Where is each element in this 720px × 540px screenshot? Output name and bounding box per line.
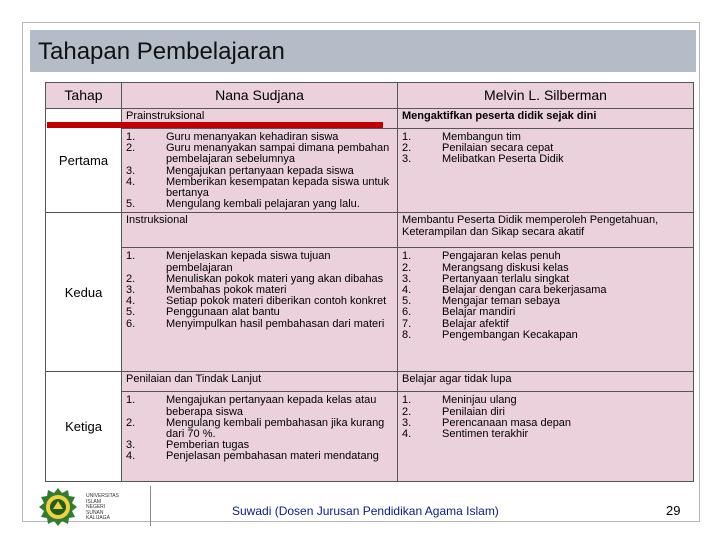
item-number: 1.: [126, 394, 136, 407]
nana-stage-label: Penilaian dan Tindak Lanjut: [122, 372, 398, 392]
item-text: Menjelaskan kepada siswa tujuan pembelajaran: [166, 250, 331, 274]
list-item: [126, 395, 393, 417]
item-text: Penilaian diri: [442, 405, 505, 418]
item-text: Merangsang diskusi kelas: [442, 261, 569, 274]
list-item: [402, 395, 689, 406]
item-text: Membahas pokok materi: [166, 284, 287, 297]
item-text: Sentimen terakhir: [442, 428, 529, 441]
header-row: [46, 83, 694, 109]
item-number: 3.: [126, 439, 136, 452]
item-number: 4.: [126, 450, 136, 463]
item-text: Guru menanyakan sampai dimana pembahan pembelajaran sebelumnya: [166, 142, 390, 166]
item-number: 2.: [126, 416, 136, 429]
university-logo-icon: [38, 487, 78, 527]
list-item: [126, 199, 393, 210]
list-item: [126, 143, 393, 165]
item-text: Perencanaan masa depan: [442, 416, 572, 429]
accent-line: [47, 122, 383, 128]
stages-table: [45, 82, 694, 482]
silberman-stage-label: Belajar agar tidak lupa: [398, 372, 694, 392]
item-text: Meninjau ulang: [442, 394, 517, 407]
item-number: 5.: [126, 306, 136, 319]
silberman-items-cell: [398, 129, 694, 213]
item-number: 4.: [126, 295, 136, 308]
item-number: 3.: [402, 416, 412, 429]
item-text: Pengajaran kelas penuh: [442, 250, 561, 263]
nana-stage-label: Instruksional: [122, 213, 398, 248]
stage-name: Pertama: [46, 109, 122, 213]
stage-label-row: [46, 372, 694, 392]
item-text: Membangun tim: [442, 131, 521, 143]
list-item: [126, 451, 393, 462]
slide-title: Tahapan Pembelajaran: [38, 38, 285, 65]
stage-name: Kedua: [46, 213, 122, 372]
list-item: [126, 307, 393, 318]
title-bar: [30, 30, 696, 72]
stage-name: Ketiga: [46, 372, 122, 482]
item-number: 3.: [126, 164, 136, 177]
logo-caption: UNIVERSITAS ISLAM NEGERI SUNAN KALIJAGA: [86, 493, 119, 521]
list-item: [126, 177, 393, 199]
item-number: 4.: [126, 175, 136, 188]
item-text: Mengulang kembali pembahasan jika kurang dari 70 %.: [166, 416, 385, 441]
item-number: 2.: [402, 261, 412, 274]
item-text: Setiap pokok materi diberikan contoh konkret: [166, 295, 387, 308]
list-item: [402, 429, 689, 440]
item-text: Mengajukan pertanyaan kepada kelas atau beberapa siswa: [166, 394, 377, 418]
footer-text: Suwadi (Dosen Jurusan Pendidikan Agama Islam): [232, 504, 499, 518]
item-number: 3.: [126, 284, 136, 297]
nana-stage-label: Prainstruksional: [122, 109, 398, 129]
header-nana-sudjana: Nana Sudjana: [122, 83, 398, 109]
silberman-stage-label: Mengaktifkan peserta didik sejak dini: [398, 109, 694, 129]
silberman-items-cell: [398, 392, 694, 482]
item-number: 1.: [126, 131, 136, 143]
item-text: Belajar mandiri: [442, 306, 516, 319]
list-item: [402, 154, 689, 165]
item-number: 7.: [402, 317, 412, 330]
page-number: 29: [666, 503, 681, 518]
item-text: Pengembangan Kecakapan: [442, 328, 578, 341]
list-item: [402, 251, 689, 262]
item-text: Mengajar teman sebaya: [442, 295, 561, 308]
stage-items-row: [46, 248, 694, 372]
item-number: 2.: [402, 142, 412, 155]
list-item: [402, 307, 689, 318]
item-text: Penilaian secara cepat: [442, 142, 554, 155]
item-text: Menyimpulkan hasil pembahasan dari materi: [166, 317, 385, 330]
item-number: 1.: [402, 131, 412, 143]
list-item: [126, 251, 393, 273]
list-item: [126, 418, 393, 440]
item-number: 2.: [402, 405, 412, 418]
stage-items-row: [46, 129, 694, 213]
item-text: Pemberian tugas: [166, 439, 250, 452]
item-number: 1.: [402, 250, 412, 263]
footer-divider: [150, 486, 151, 526]
item-number: 1.: [126, 250, 136, 263]
item-text: Pertanyaan terlalu singkat: [442, 272, 570, 285]
nana-items-cell: [122, 129, 398, 213]
item-text: Penjelasan pembahasan materi mendatang: [166, 450, 379, 463]
item-number: 4.: [402, 428, 412, 441]
item-number: 3.: [402, 153, 412, 166]
nana-items-cell: [122, 248, 398, 372]
list-item: [126, 319, 393, 330]
item-text: Penggunaan alat bantu: [166, 306, 280, 319]
silberman-stage-label: Membantu Peserta Didik memperoleh Pengetahuan, Keterampilan dan Sikap secara akatif: [398, 213, 694, 248]
stage-items-row: [46, 392, 694, 482]
header-melvin-silberman: Melvin L. Silberman: [398, 83, 694, 109]
item-number: 6.: [402, 306, 412, 319]
item-number: 2.: [126, 142, 136, 155]
item-text: Guru menanyakan kehadiran siswa: [166, 131, 339, 143]
item-number: 4.: [402, 284, 412, 297]
item-number: 5.: [402, 295, 412, 308]
nana-items-cell: [122, 392, 398, 482]
item-number: 6.: [126, 317, 136, 330]
item-text: Mengulang kembali pelajaran yang lalu.: [166, 198, 360, 211]
item-text: Melibatkan Peserta Didik: [442, 153, 564, 166]
item-number: 3.: [402, 272, 412, 285]
item-text: Memberikan kesempatan kepada siswa untuk bertanya: [166, 175, 390, 200]
header-tahap: Tahap: [46, 83, 122, 109]
item-number: 1.: [402, 394, 412, 407]
item-number: 2.: [126, 272, 136, 285]
item-text: Belajar dengan cara bekerjasama: [442, 284, 607, 297]
item-text: Belajar afektif: [442, 317, 509, 330]
item-text: Menuliskan pokok materi yang akan dibahas: [166, 272, 384, 285]
stage-label-row: [46, 213, 694, 248]
silberman-items-cell: [398, 248, 694, 372]
item-text: Mengajukan pertanyaan kepada siswa: [166, 164, 354, 177]
item-number: 5.: [126, 198, 136, 211]
item-number: 8.: [402, 328, 412, 341]
list-item: [402, 330, 689, 341]
